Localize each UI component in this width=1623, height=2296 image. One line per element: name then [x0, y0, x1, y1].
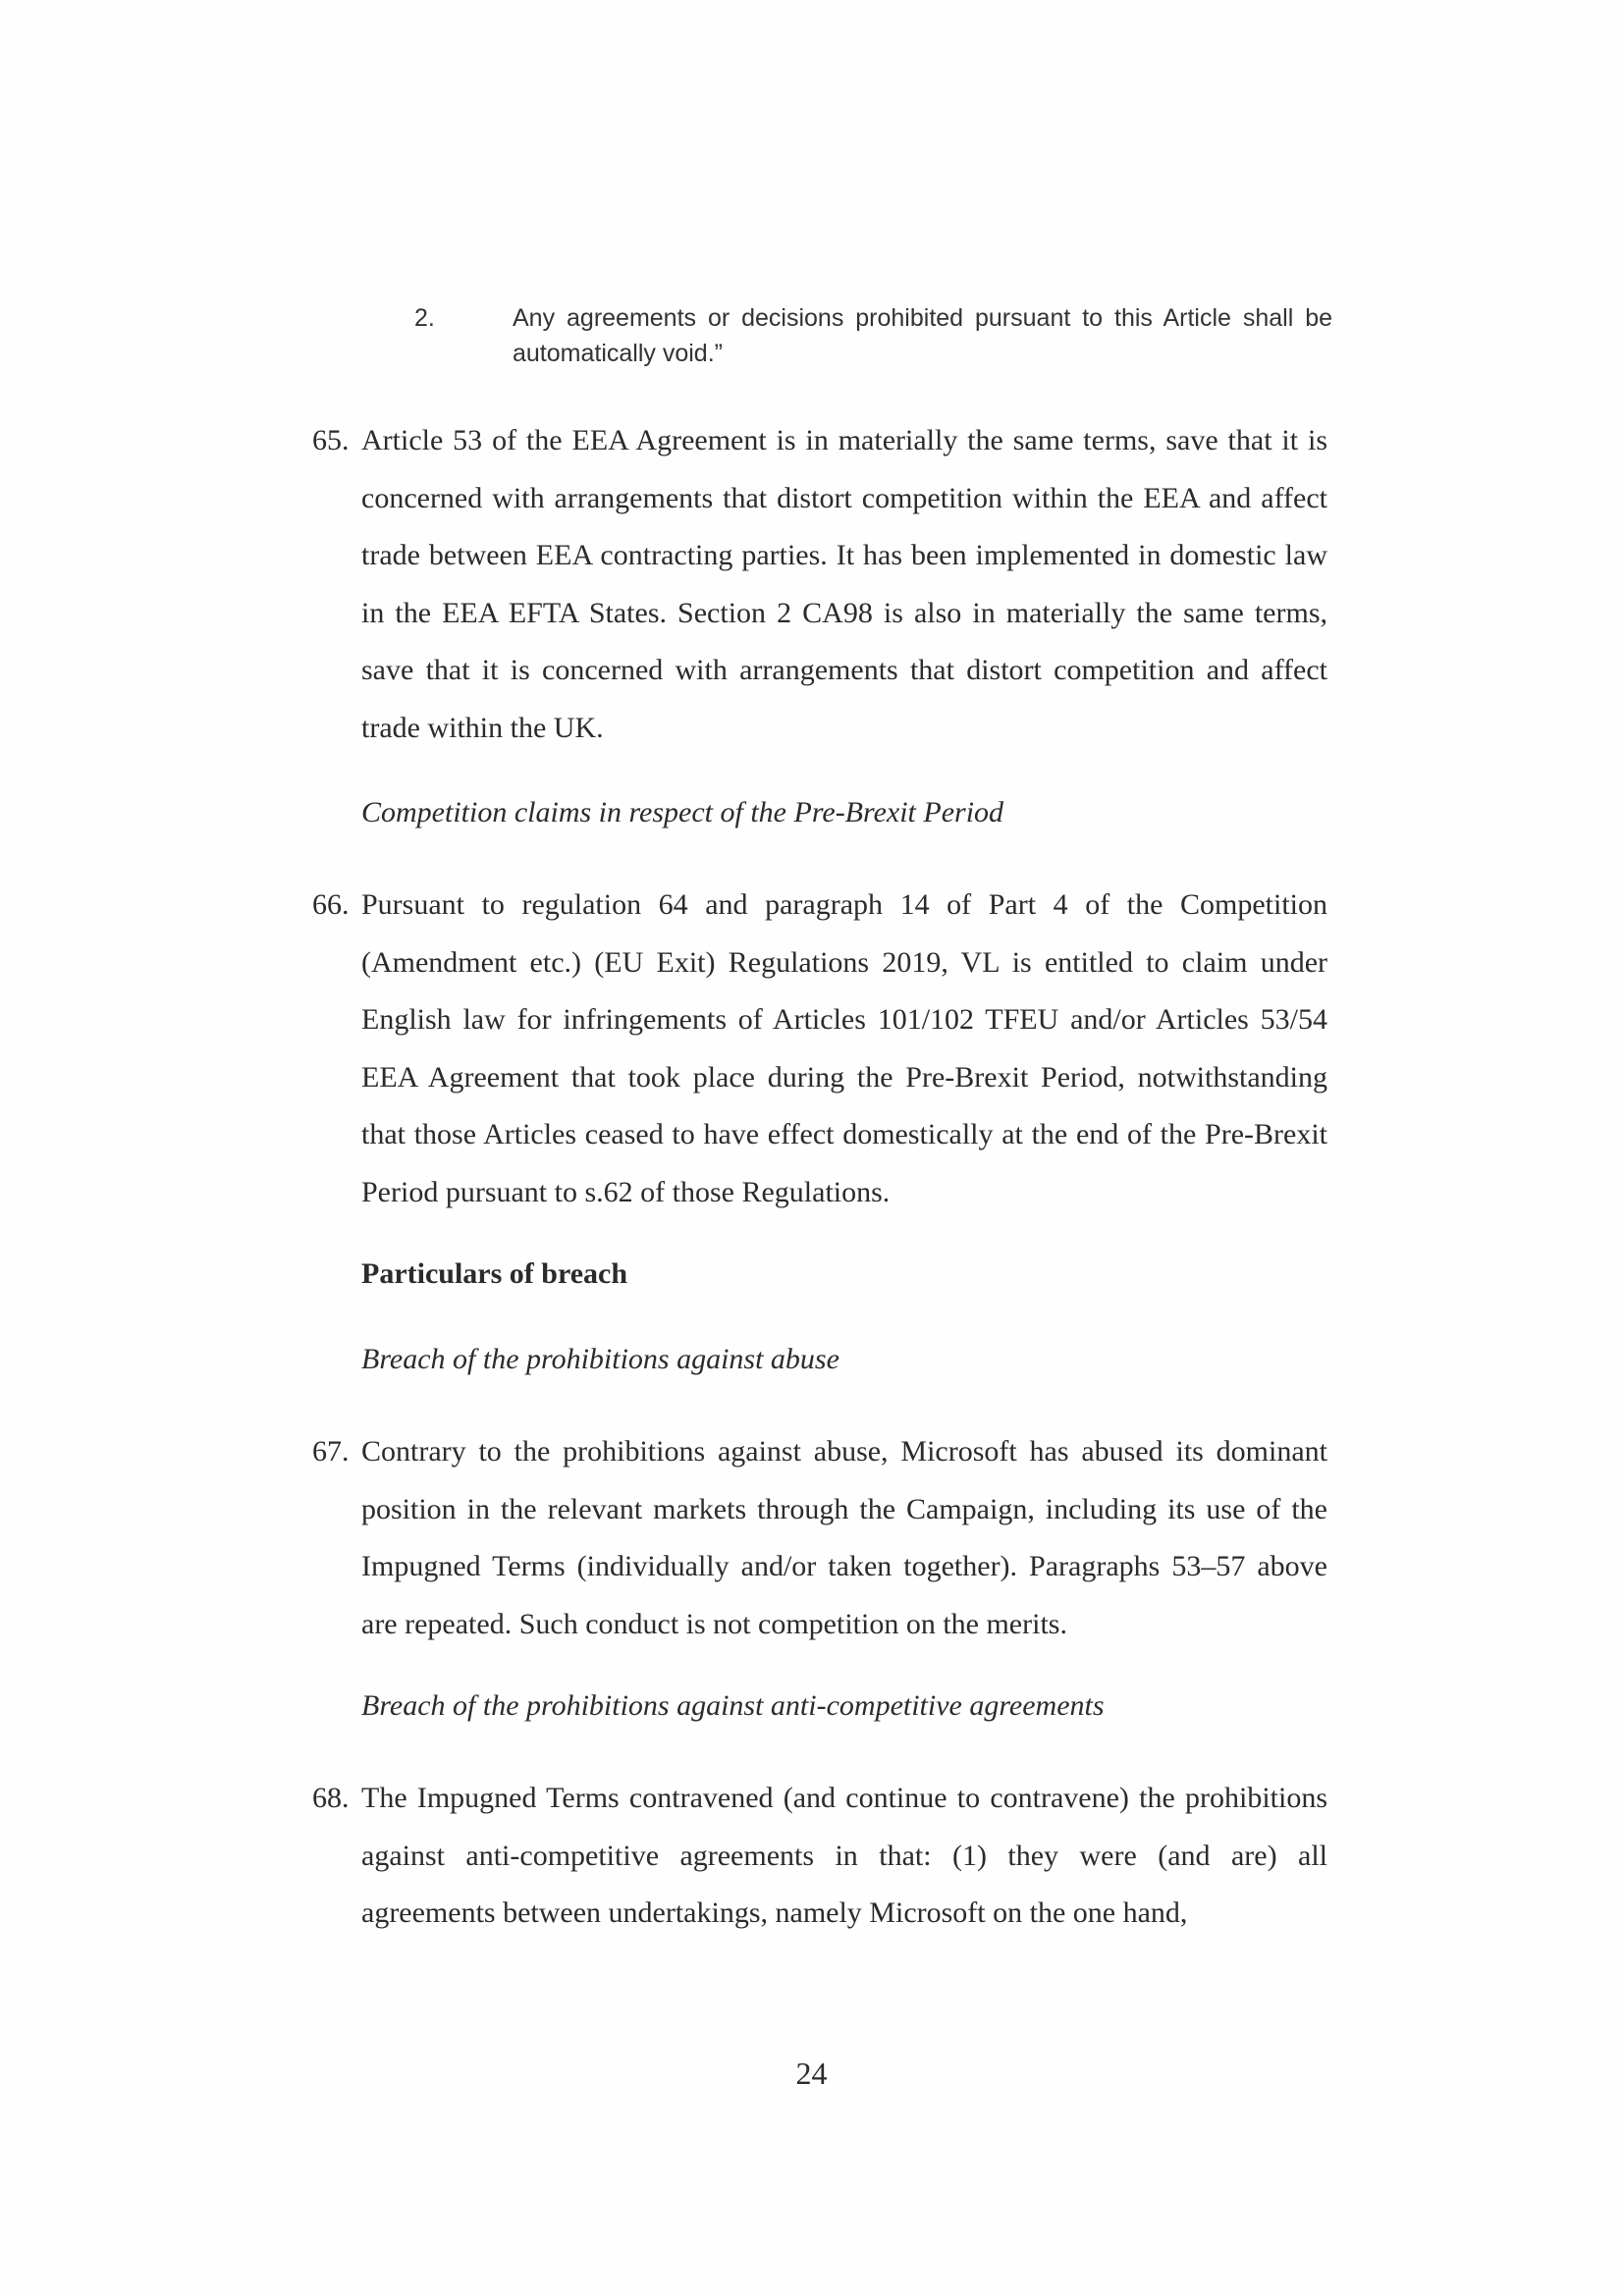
paragraph-65 [312, 412, 1327, 757]
quote-item-number: 2. [414, 304, 435, 332]
paragraph-67 [312, 1423, 1327, 1653]
paragraph-text: Pursuant to regulation 64 and paragraph 14 of Part 4 of the Competition (Amendment etc.) (EU Exit) Regulations 2019, VL is entitled to claim under English law for infringements of Articles 101/102 TFEU and/or Articles 53/54 EEA Agreement that took place during the Pre-Brexit Period, notwithstanding that those Articles ceased to have effect domestically at the end of the Pre-Brexit Period pursuant to s.62 of those Regulations. [361, 888, 1327, 1208]
section-heading-abuse: Breach of the prohibitions against abuse [361, 1343, 839, 1375]
paragraph-text: Article 53 of the EEA Agreement is in materially the same terms, save that it is concerned with arrangements that distort competition within the EEA and affect trade between EEA contracting parties. It has been implemented in domestic law in the EEA EFTA States. Section 2 CA98 is also in materially the same terms, save that it is concerned with arrangements that distort competition and affect trade within the UK. [361, 424, 1327, 744]
section-heading-particulars: Particulars of breach [361, 1257, 628, 1290]
section-heading-pre-brexit: Competition claims in respect of the Pre-Brexit Period [361, 796, 1004, 828]
paragraph-text: The Impugned Terms contravened (and continue to contravene) the prohibitions against anti-competitive agreements in that: (1) they were (and are) all agreements between undertakings, namely Microsoft on the one hand, [361, 1782, 1327, 1929]
section-heading-anti-competitive: Breach of the prohibitions against anti-competitive agreements [361, 1689, 1105, 1722]
quote-item-text: Any agreements or decisions prohibited pursuant to this Article shall be automatically void.” [513, 304, 1332, 367]
paragraph-number: 66. [312, 888, 350, 921]
paragraph-number: 68. [312, 1782, 350, 1814]
paragraph-number: 67. [312, 1435, 350, 1468]
page-number: 24 [795, 2056, 828, 2091]
paragraph-68 [312, 1770, 1327, 1943]
paragraph-number: 65. [312, 424, 350, 456]
quoted-article-item [414, 300, 1332, 371]
paragraph-text: Contrary to the prohibitions against abuse, Microsoft has abused its dominant position in the relevant markets through the Campaign, including its use of the Impugned Terms (individually and/or taken together). Paragraphs 53–57 above are repeated. Such conduct is not competition on the merits. [361, 1435, 1327, 1640]
paragraph-66 [312, 877, 1327, 1221]
